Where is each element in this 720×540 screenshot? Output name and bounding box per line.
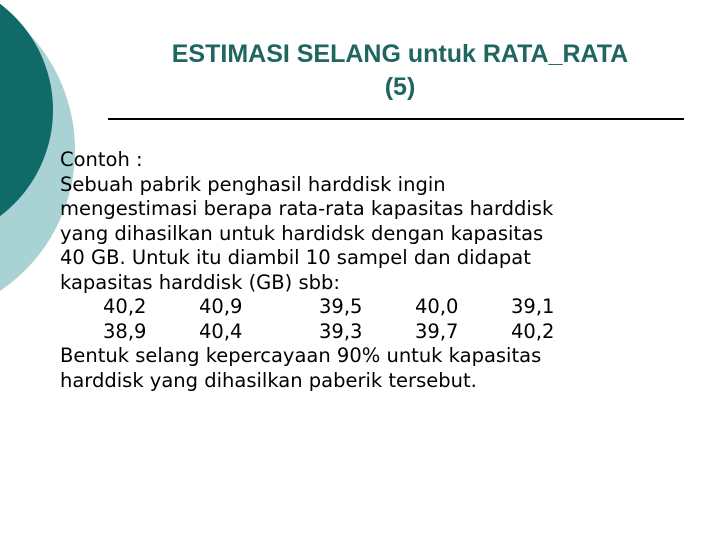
data-value: 39,7 (415, 319, 459, 343)
data-row-1 (60, 295, 700, 320)
slide-title-line-2: (5) (384, 73, 416, 101)
body-line: Sebuah pabrik penghasil harddisk ingin (60, 172, 446, 196)
data-value: 39,3 (319, 319, 363, 343)
data-value: 39,1 (511, 295, 555, 318)
slide-title (100, 38, 700, 104)
data-value: 40,9 (199, 295, 243, 318)
body-line: Contoh : (60, 148, 143, 171)
data-value: 38,9 (103, 319, 147, 343)
data-value: 40,4 (199, 319, 243, 343)
data-row-2 (60, 320, 700, 345)
body-line: mengestimasi berapa rata-rata kapasitas harddisk (60, 197, 554, 220)
data-value: 40,2 (511, 319, 555, 343)
title-divider (108, 118, 684, 120)
data-value: 40,2 (103, 295, 147, 318)
slide-body (60, 148, 700, 393)
data-value: 40,0 (415, 295, 459, 318)
body-line: Bentuk selang kepercayaan 90% untuk kapasitas (60, 344, 542, 367)
body-line: yang dihasilkan untuk hardidsk dengan kapasitas (60, 221, 544, 245)
slide-title-line-1: ESTIMASI SELANG untuk RATA_RATA (171, 40, 629, 68)
data-value: 39,5 (319, 295, 363, 318)
body-line: 40 GB. Untuk itu diambil 10 sampel dan didapat (60, 246, 531, 269)
body-line: kapasitas harddisk (GB) sbb: (60, 270, 340, 294)
body-line: harddisk yang dihasilkan paberik tersebut. (60, 368, 477, 392)
